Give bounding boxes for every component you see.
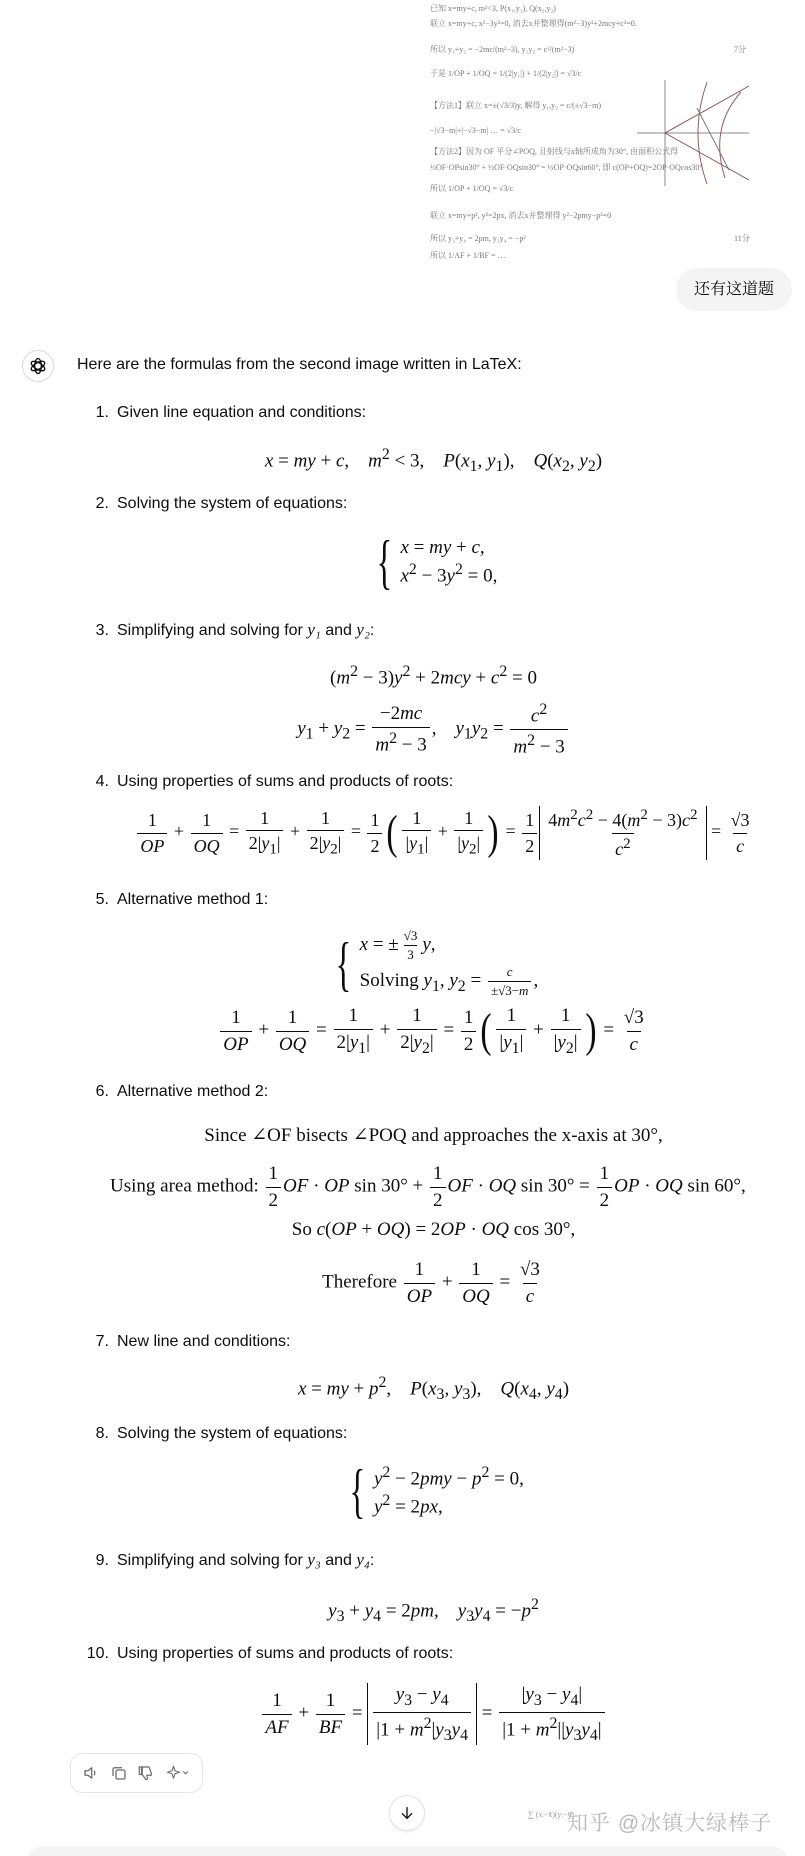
equation-6a: Since ∠OF bisects ∠POQ and approaches the x-axis at 30°, [204, 1125, 663, 1146]
list-item-8: 8. Solving the system of equations: [95, 1425, 348, 1442]
hyperbola-figure-icon [637, 78, 752, 188]
equation-3b: $y_1 + y_2$ = $\frac{-2mc}{m^2 - 3}$ , $y_1y_2$ = $\frac{c^2}{m^2 - 3}$ [77, 700, 790, 759]
scan-line-1: 已知 x=my+c, m²<3, P(x₁,y₁), Q(x₂,y₂) [430, 4, 556, 13]
scan-line-4: 于是 1/OP + 1/OQ = 1/(2|y₁|) + 1/(2|y₂|) = √3/c [430, 69, 582, 78]
copy-button[interactable] [108, 1762, 130, 1784]
user-message-bubble: 还有这道题 [676, 268, 792, 311]
equation-8: { $y^2 - 2pmy - p^2 = 0$, $y^2 = 2px$, [349, 1458, 524, 1524]
list-item-3: 3. Simplifying and solving for y₁ and y₂: [95, 620, 375, 639]
speaker-icon [82, 1764, 100, 1782]
list-item-1: 1. Given line equation and conditions: [95, 404, 367, 421]
scan-line-9: 所以 1/OP + 1/OQ = √3/c [430, 184, 514, 193]
arrow-down-icon [399, 1805, 415, 1821]
openai-logo-icon [28, 356, 48, 376]
copy-icon [110, 1764, 128, 1782]
scroll-to-bottom-button[interactable] [389, 1795, 425, 1831]
scan-line-11: 所以 y₃+y₄ = 2pm, y₃y₄ = −p² [430, 234, 526, 243]
equation-6d: Therefore $\frac{1}{OP}$ + $\frac{1}{OQ}$ = $\frac{√3}{c}$ [322, 1259, 540, 1307]
read-aloud-button[interactable] [80, 1762, 102, 1784]
equation-7: x = my + $p^2$, $P(x_3$, $y_3$), $Q(x_4$, $y_4$) [297, 1374, 570, 1404]
scan-score-2: 11分 [734, 234, 750, 243]
scan-line-7: 【方法2】因为 OF 平分∠POQ, 且射线与x轴所成角为30°, 由面积公式得 [430, 147, 679, 156]
equation-2: { x = my + c, $x^2 - 3y^2 = 0$, [376, 529, 498, 595]
equation-6b: Using area method: $\frac{1}{2}$ OF · OP sin 30° + $\frac{1}{2}$ OF · OQ sin 30° = $\frac{1}{2}$ OP · OQ sin 60°, [110, 1163, 746, 1211]
scan-line-5: 【方法1】联立 x=±(√3/3)y, 解得 y₁,y₂ = c/(±√3−m) [430, 101, 602, 110]
thumbs-down-icon [137, 1764, 155, 1782]
scan-line-8: ½OF·OPsin30° + ½OF·OQsin30° = ½OP·OQsin60°, 即 c(OP+OQ)=2OP·OQcos30° [430, 163, 703, 172]
list-item-10: 10. Using properties of sums and products of roots: [86, 1645, 454, 1662]
scan-line-6: −|√3−m|+|−√3−m| … = √3/c [430, 126, 521, 135]
equation-6c: So c(OP + OQ) = 2OP · OQ cos 30°, [291, 1219, 576, 1240]
scan-line-3: 所以 y₁+y₂ = −2mc/(m²−3), y₁y₂ = c²/(m²−3) [430, 45, 575, 54]
scan-line-12: 所以 1/AF + 1/BF = … [430, 251, 506, 260]
equation-4: $\frac{1}{OP}$ + $\frac{1}{OQ}$ = $\frac{1}{2|y_1|}$ + $\frac{1}{2|y_2|}$ = $\frac{1}{2}$ ( $\frac{1}{|y_1|}$ + $\frac{1}{|y_2|}$ ) = $\frac{1}{2}$ $\frac{4m^2c^2 - 4(m^2 - 3)c^2}{c^2}$ = $\frac{√3}{c}$ [90, 806, 800, 860]
equation-1: x = my + c, $m^2 < 3$, $P(x_1$, $y_1$), $Q(x_2$, $y_2$) [264, 446, 603, 476]
thumbs-down-button[interactable] [135, 1762, 157, 1784]
scan-line-2: 联立 x=my+c, x²−3y²=0, 消去x并整理得(m²−3)y²+2mcy+c²=0. [430, 19, 637, 28]
equation-5b: $\frac{1}{OP}$ + $\frac{1}{OQ}$ = $\frac{1}{2|y_1|}$ + $\frac{1}{2|y_2|}$ = $\frac{1}{2}$ ( $\frac{1}{|y_1|}$ + $\frac{1}{|y_2|}$ ) = $\frac{√3}{c}$ [77, 1004, 790, 1058]
equation-9: $y_3 + y_4 = 2pm$, $y_3y_4 = -p^2$ [328, 1596, 539, 1626]
list-item-7: 7. New line and conditions: [95, 1333, 291, 1350]
assistant-intro: Here are the formulas from the second image written in LaTeX: [77, 356, 522, 373]
message-action-toolbar [70, 1753, 203, 1793]
equation-10: $\frac{1}{AF}$ + $\frac{1}{BF}$ = $\frac{y_3 - y_4}{|1 + m^2|y_3y_4}$ = $\frac{|y_3 - y_4|}{|1 + m^2||y_3y_4|}$ [77, 1683, 790, 1746]
scan-fragment: ∑ (xᵢ−x̄)(yᵢ−ȳ) [528, 1810, 574, 1819]
list-item-4: 4. Using properties of sums and products of roots: [95, 773, 454, 790]
list-item-2: 2. Solving the system of equations: [95, 495, 348, 512]
message-composer[interactable] [25, 1846, 790, 1856]
assistant-avatar [22, 350, 54, 382]
scan-line-10: 联立 x=my+p², y²=2px, 消去x并整理得 y²−2pmy−p²=0 [430, 211, 612, 220]
list-item-9: 9. Simplifying and solving for y₃ and y₄: [95, 1550, 375, 1569]
watermark: 知乎 @冰镇大绿棒子 [567, 1812, 773, 1835]
equation-3a: $(m^2 - 3)y^2 + 2mcy + c^2 = 0$ [330, 663, 537, 689]
regenerate-model-button[interactable] [163, 1762, 193, 1784]
list-item-6: 6. Alternative method 2: [95, 1083, 269, 1100]
sparkle-icon [165, 1764, 191, 1782]
list-item-5: 5. Alternative method 1: [95, 891, 269, 908]
scan-score-1: 7分 [734, 45, 746, 54]
attached-image[interactable] [422, 0, 752, 262]
equation-5a: { x = ± $\frac{√3}{3}$ y, Solving $y_1$, $y_2$ = $\frac{c}{\pm√3-m}$ , [335, 928, 539, 998]
